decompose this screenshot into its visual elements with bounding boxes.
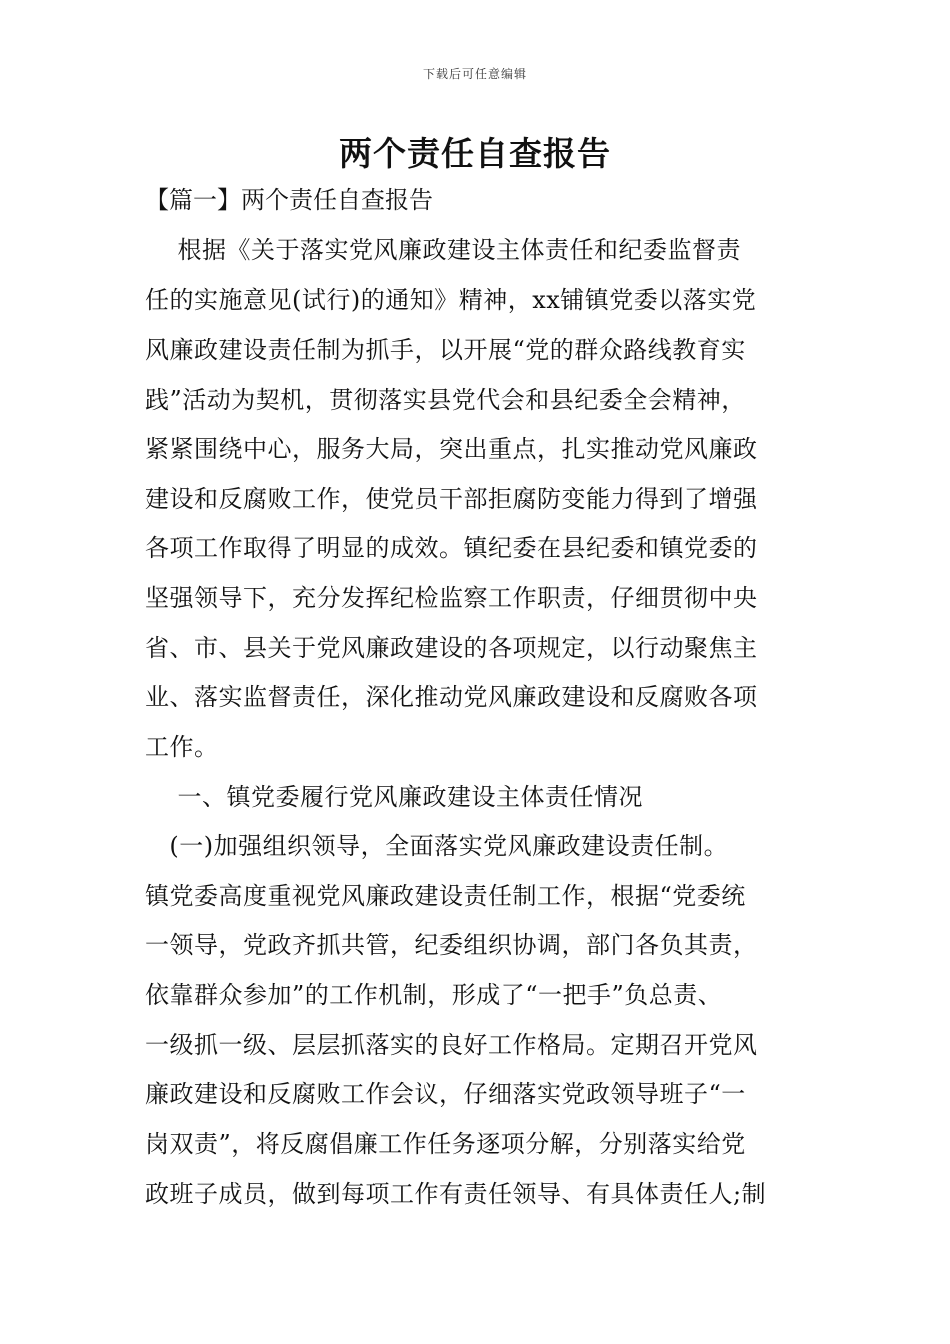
header-note: 下载后可任意编辑 [422, 67, 527, 81]
body-line: 一领导，党政齐抓共管，纪委组织协调，部门各负其责， [145, 931, 758, 959]
body-line: 省、市、县关于党风廉政建设的各项规定，以行动聚焦主 [145, 634, 758, 662]
body-line: 坚强领导下，充分发挥纪检监察工作职责，仔细贯彻中央 [145, 584, 758, 612]
section-heading: 【篇一】两个责任自查报告 [145, 186, 433, 214]
body-line: 紧紧围绕中心，服务大局，突出重点，扎实推动党风廉政 [145, 435, 758, 463]
body-line: 廉政建设和反腐败工作会议，仔细落实党政领导班子“一 [145, 1080, 746, 1108]
body-line: 任的实施意见(试行)的通知》精神，xx铺镇党委以落实党 [145, 286, 757, 314]
body-line: 镇党委高度重视党风廉政建设责任制工作，根据“党委统 [145, 882, 746, 910]
body-line: 根据《关于落实党风廉政建设主体责任和纪委监督责 [145, 236, 742, 264]
body-line: 政班子成员，做到每项工作有责任领导、有具体责任人;制 [145, 1180, 767, 1208]
body-line: 一级抓一级、层层抓落实的良好工作格局。定期召开党风 [145, 1031, 758, 1059]
page-title: 两个责任自查报告 [339, 134, 611, 173]
body-line: 一、镇党委履行党风廉政建设主体责任情况 [145, 783, 644, 811]
body-line: 践”活动为契机，贯彻落实县党代会和县纪委全会精神， [145, 386, 746, 414]
body-line: 工作。 [145, 733, 219, 761]
body-line: 风廉政建设责任制为抓手，以开展“党的群众路线教育实 [145, 336, 746, 364]
body-line: 业、落实监督责任，深化推动党风廉政建设和反腐败各项 [145, 683, 758, 711]
body-line: 建设和反腐败工作，使党员干部拒腐防变能力得到了增强 [145, 485, 758, 513]
body-line: 依靠群众参加”的工作机制，形成了“一把手”负总责、 [145, 981, 723, 1009]
body-line: (一)加强组织领导，全面落实党风廉政建设责任制。 [145, 832, 729, 860]
body-line: 各项工作取得了明显的成效。镇纪委在县纪委和镇党委的 [145, 534, 758, 562]
body-line: 岗双责”，将反腐倡廉工作任务逐项分解，分别落实给党 [145, 1130, 746, 1158]
